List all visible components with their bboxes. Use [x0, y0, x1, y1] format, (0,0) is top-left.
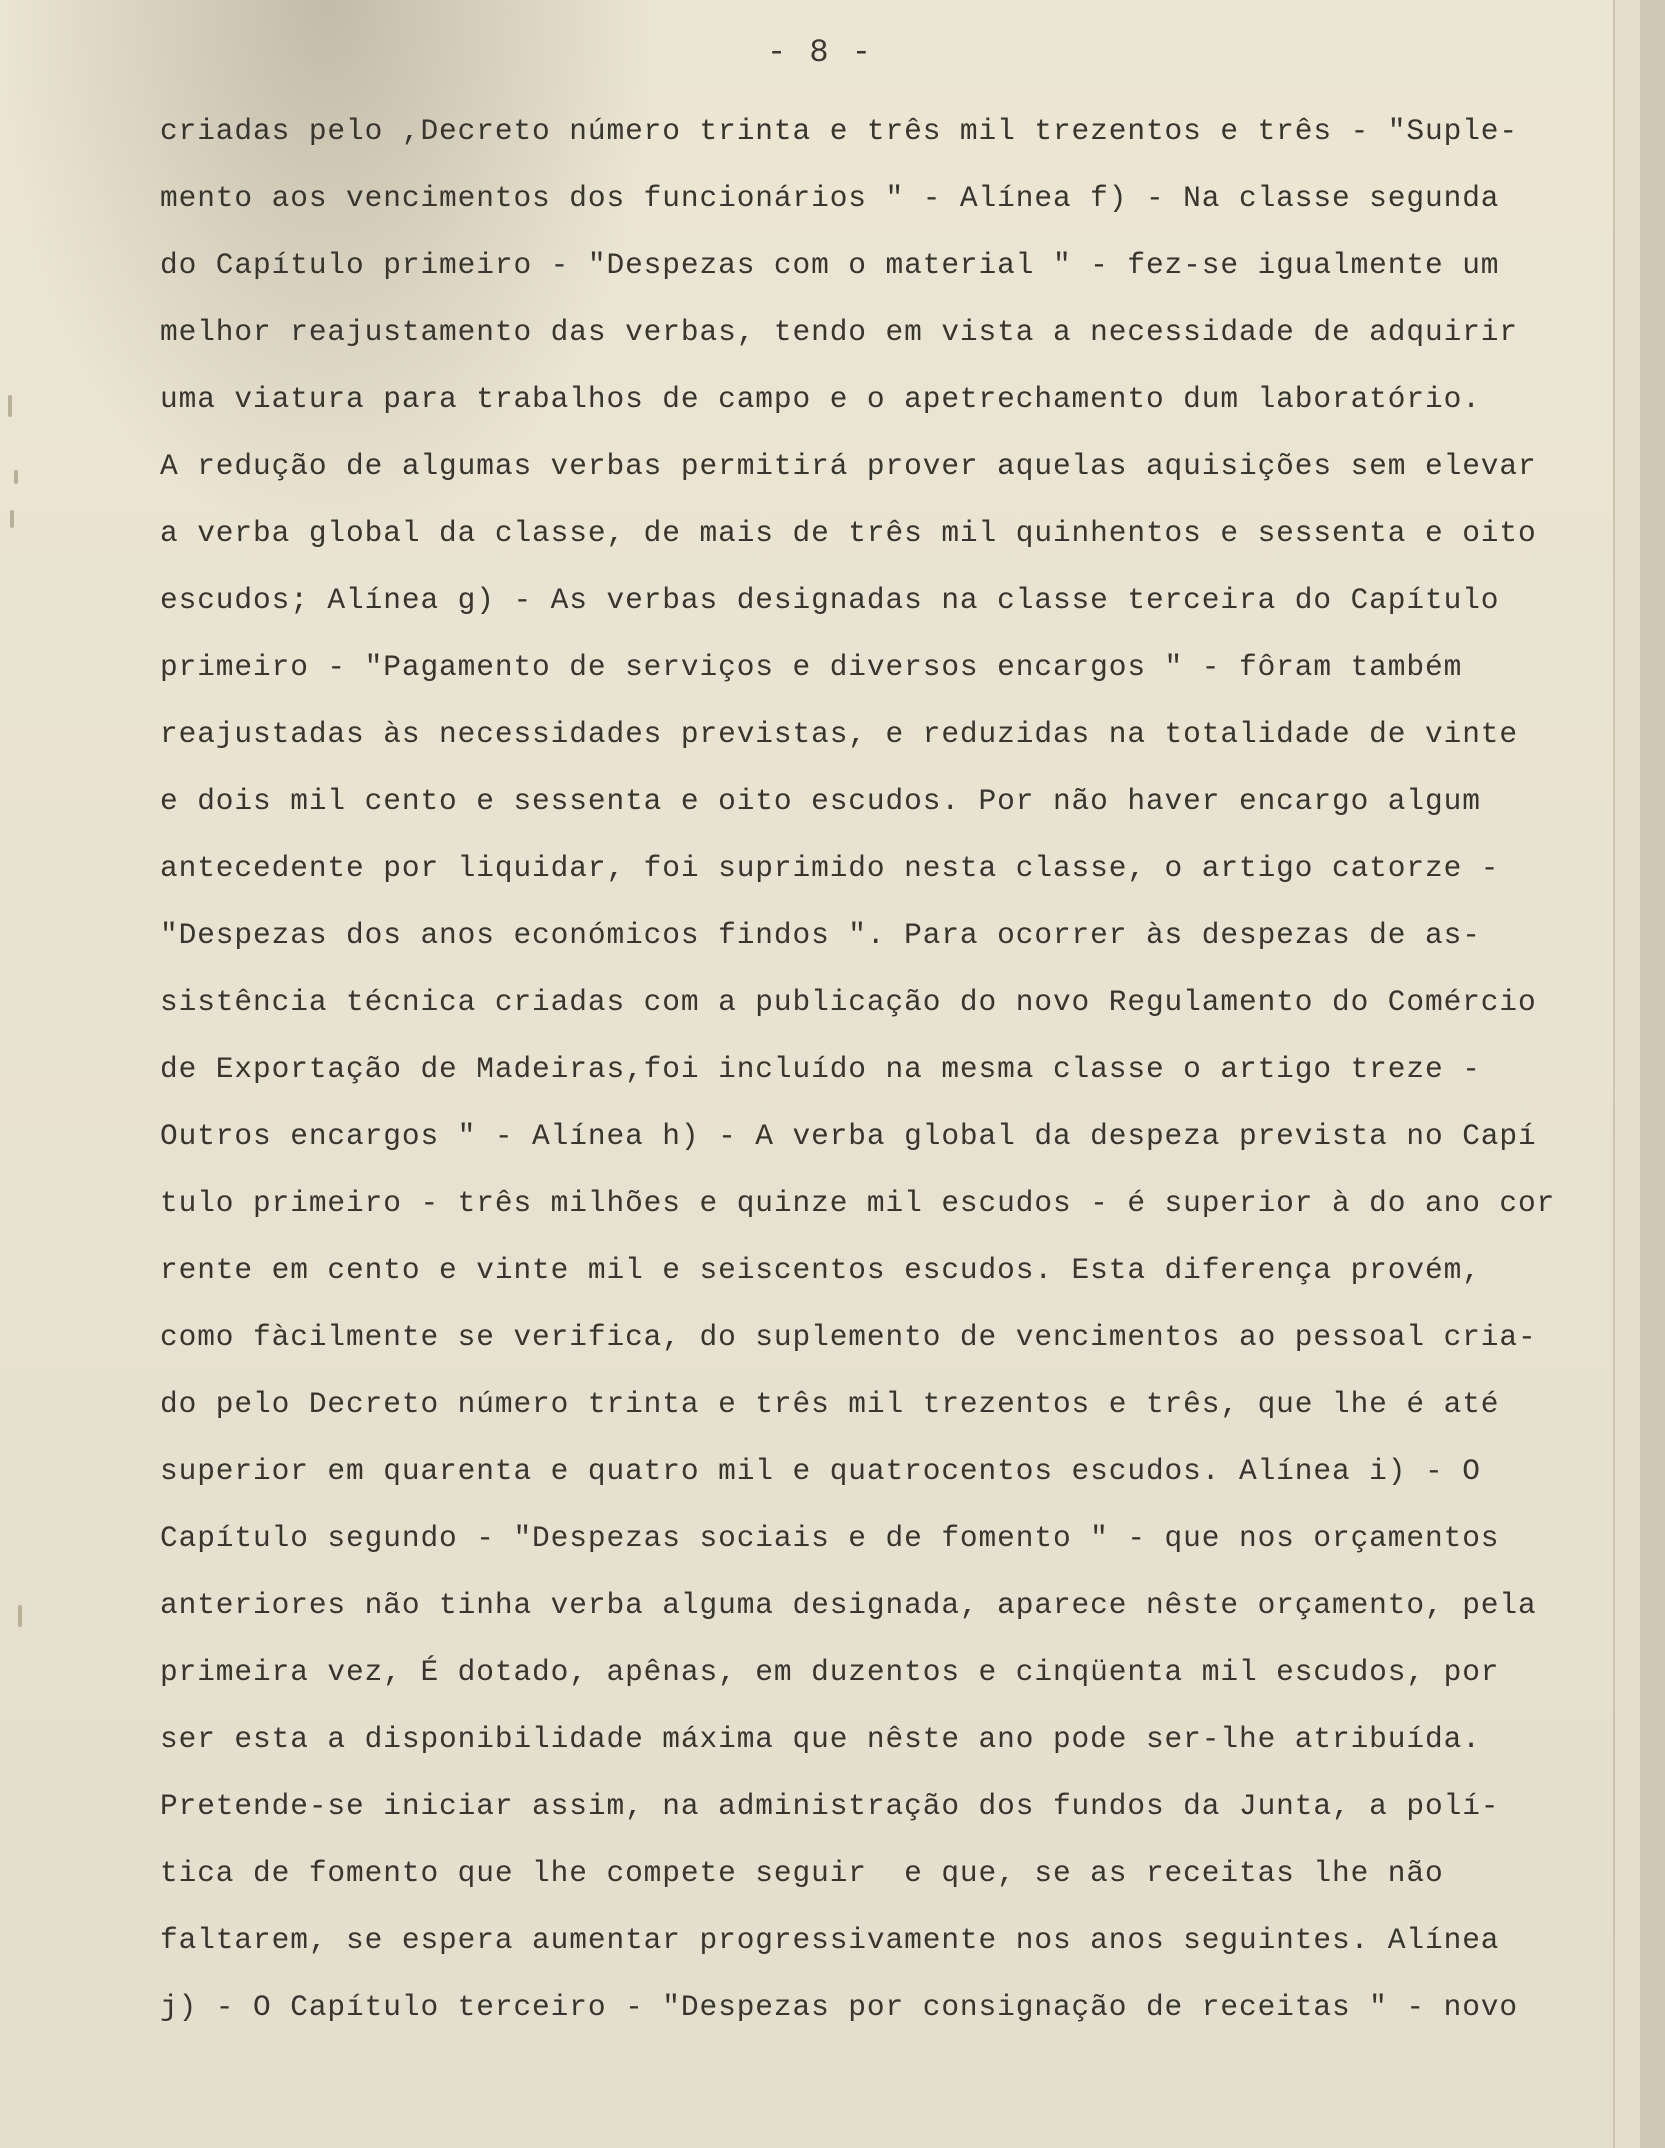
- text-line: A redução de algumas verbas permitirá prover aquelas aquisições sem elevar: [160, 449, 1537, 483]
- text-line: de Exportação de Madeiras,foi incluído na mesma classe o artigo treze -: [160, 1052, 1481, 1086]
- text-line: reajustadas às necessidades previstas, e reduzidas na totalidade de vinte: [160, 717, 1519, 751]
- text-line: primeira vez, É dotado, apênas, em duzentos e cinqüenta mil escudos, por: [160, 1655, 1500, 1689]
- text-line: e dois mil cento e sessenta e oito escudos. Por não haver encargo algum: [160, 784, 1481, 818]
- text-line: a verba global da classe, de mais de três mil quinhentos e sessenta e oito: [160, 516, 1537, 550]
- text-line: criadas pelo ,Decreto número trinta e três mil trezentos e três - "Suple-: [160, 114, 1519, 148]
- text-line: ser esta a disponibilidade máxima que nêste ano pode ser-lhe atribuída.: [160, 1722, 1481, 1756]
- text-line: tica de fomento que lhe compete seguir e que, se as receitas lhe não: [160, 1856, 1444, 1890]
- text-line: melhor reajustamento das verbas, tendo em vista a necessidade de adquirir: [160, 315, 1519, 349]
- text-line: Capítulo segundo - "Despezas sociais e de fomento " - que nos orçamentos: [160, 1521, 1500, 1555]
- text-line: do pelo Decreto número trinta e três mil trezentos e três, que lhe é até: [160, 1387, 1500, 1421]
- text-line: escudos; Alínea g) - As verbas designadas na classe terceira do Capítulo: [160, 583, 1500, 617]
- text-line: Pretende-se iniciar assim, na administração dos fundos da Junta, a polí-: [160, 1789, 1500, 1823]
- text-line: "Despezas dos anos económicos findos ". Para ocorrer às despezas de as-: [160, 918, 1481, 952]
- text-line: mento aos vencimentos dos funcionários " - Alínea f) - Na classe segunda: [160, 181, 1500, 215]
- text-line: j) - O Capítulo terceiro - "Despezas por consignação de receitas " - novo: [160, 1990, 1519, 2024]
- text-line: anteriores não tinha verba alguma designada, aparece nêste orçamento, pela: [160, 1588, 1537, 1622]
- text-line: do Capítulo primeiro - "Despezas com o material " - fez-se igualmente um: [160, 248, 1500, 282]
- binding-hole-mark: [18, 1605, 22, 1627]
- page-number: - 8 -: [766, 34, 873, 71]
- text-line: tulo primeiro - três milhões e quinze mil escudos - é superior à do ano cor: [160, 1186, 1556, 1220]
- text-line: sistência técnica criadas com a publicação do novo Regulamento do Comércio: [160, 985, 1537, 1019]
- page-right-edge: [1613, 0, 1640, 2148]
- text-line: faltarem, se espera aumentar progressivamente nos anos seguintes. Alínea: [160, 1923, 1500, 1957]
- binding-hole-mark: [8, 395, 12, 417]
- text-line: rente em cento e vinte mil e seiscentos escudos. Esta diferença provém,: [160, 1253, 1481, 1287]
- text-line: uma viatura para trabalhos de campo e o apetrechamento dum laboratório.: [160, 382, 1481, 416]
- text-line: superior em quarenta e quatro mil e quatrocentos escudos. Alínea i) - O: [160, 1454, 1481, 1488]
- text-line: como fàcilmente se verifica, do suplemento de vencimentos ao pessoal cria-: [160, 1320, 1537, 1354]
- binding-hole-mark: [10, 510, 14, 528]
- typed-body-text: [160, 98, 1640, 2041]
- text-line: antecedente por liquidar, foi suprimido nesta classe, o artigo catorze -: [160, 851, 1500, 885]
- text-line: primeiro - "Pagamento de serviços e diversos encargos " - fôram também: [160, 650, 1463, 684]
- binding-marks: [0, 0, 60, 2148]
- text-line: Outros encargos " - Alínea h) - A verba global da despeza prevista no Capí: [160, 1119, 1537, 1153]
- binding-hole-mark: [14, 470, 18, 484]
